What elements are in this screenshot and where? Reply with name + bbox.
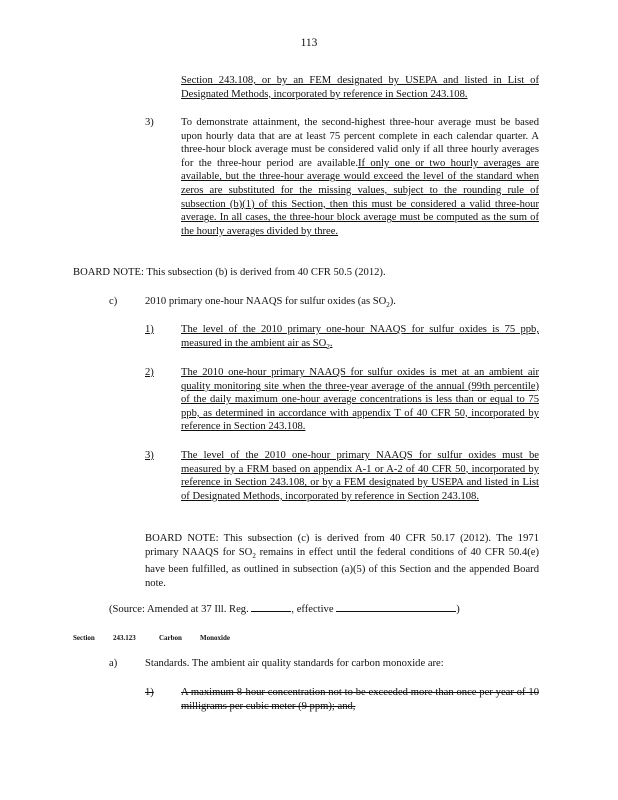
c3-text: The level of the 2010 one-hour primary NAAQS for sulfur oxides must be measured by a FRM based on appendix A-1 or A-2 of 40 CFR 50, incorporated by reference in Section 243.108, or by a FEM designated by USEPA and listed in List of Designated Methods, incorporated by reference in Section 243.108.: [181, 450, 539, 502]
c2-number: 2): [145, 367, 154, 378]
board-note-c-text-end: remains in effect until the federal conditions of 40 CFR 50.4(e) have been fulfilled, as outlined in subsection (a)(5) of this Section and the appended Board note.: [145, 546, 540, 589]
register-page-blank: [251, 601, 291, 612]
section-title-word-2: Monoxide: [200, 634, 230, 642]
c1-number: 1): [145, 324, 154, 335]
board-note-c-text: BOARD NOTE: This subsection (c) is derived from 40 CFR 50.17 (2012). The 1971 primary NAAQS for SO: [145, 533, 539, 558]
continued-paragraph: Section 243.108, or by an FEM designated by USEPA and listed in List of Designated Methods, incorporated by reference in Section 243.108.: [181, 75, 539, 100]
a1-text-struck: A maximum 8-hour concentration not to be exceeded more than once per year of 10 milligrams per cubic meter (9 ppm); and,: [181, 687, 539, 712]
c2-text-body: The 2010 one-hour primary NAAQS for sulfur oxides is met at an ambient air quality monitoring site when the three-year average of the annual (99th percentile) of the daily maximum one-hour average concentrations is less than or equal to 75 ppb, as determined in accordance with appendix T of 40 CFR 50, incorporated by reference in Section 243.108.: [181, 367, 539, 433]
c1-subscript: 2: [326, 342, 330, 351]
page-number: 113: [300, 37, 318, 49]
a1-number-struck: 1): [145, 687, 154, 698]
item-3-added-text: If only one or two hourly averages are available, but the three-hour average would exceed the level of the standard when zeros are substituted for the missing values, subject to the rounding rule of subsection (b)(1) of this Section, then this must be considered a valid three-hour average. In all cases, the three-hour block average must be computed as the sum of the hourly averages divided by three.: [181, 157, 539, 237]
source-effective: , effective: [291, 604, 334, 615]
item-c-number: c): [109, 296, 118, 307]
item-c-heading: [145, 295, 539, 313]
item-3-plain-text: To demonstrate attainment, the second-highest three-hour average must be based upon hourly data that are at least 75 percent complete in each calendar quarter. A three-hour block average must be considered valid only if all three hourly averages for the three-hour period are available.: [181, 117, 539, 169]
effective-date-blank: [336, 601, 456, 612]
item-a-number: a): [109, 658, 118, 669]
board-note-c-subscript: 2: [252, 551, 256, 560]
source-note: [109, 601, 549, 617]
board-note-b: BOARD NOTE: This subsection (b) is derived from 40 CFR 50.5 (2012).: [73, 267, 386, 278]
item-a-text: Standards. The ambient air quality standards for carbon monoxide are:: [145, 658, 444, 669]
item-c-text-end: ).: [389, 296, 396, 307]
c1-text-end: .: [329, 337, 333, 349]
c1-text-main: The level of the 2010 primary one-hour NAAQS for sulfur oxides is 75 ppb, measured in the ambient air as SO: [181, 324, 539, 349]
section-label: Section: [73, 634, 95, 642]
section-title-word-1: Carbon: [159, 634, 182, 642]
board-note-c: [145, 532, 539, 590]
source-prefix: (Source: Amended at 37 Ill. Reg.: [109, 604, 249, 615]
item-c-subscript: 2: [386, 301, 390, 310]
item-3-number: 3): [145, 117, 154, 128]
c2-text: [181, 366, 539, 434]
section-number: 243.123: [113, 634, 136, 642]
item-3-text: [181, 116, 539, 238]
item-c-text: 2010 primary one-hour NAAQS for sulfur oxides (as SO: [145, 296, 387, 307]
c3-number: 3): [145, 450, 154, 461]
c1-text: [181, 323, 539, 354]
source-close: ): [456, 604, 460, 615]
